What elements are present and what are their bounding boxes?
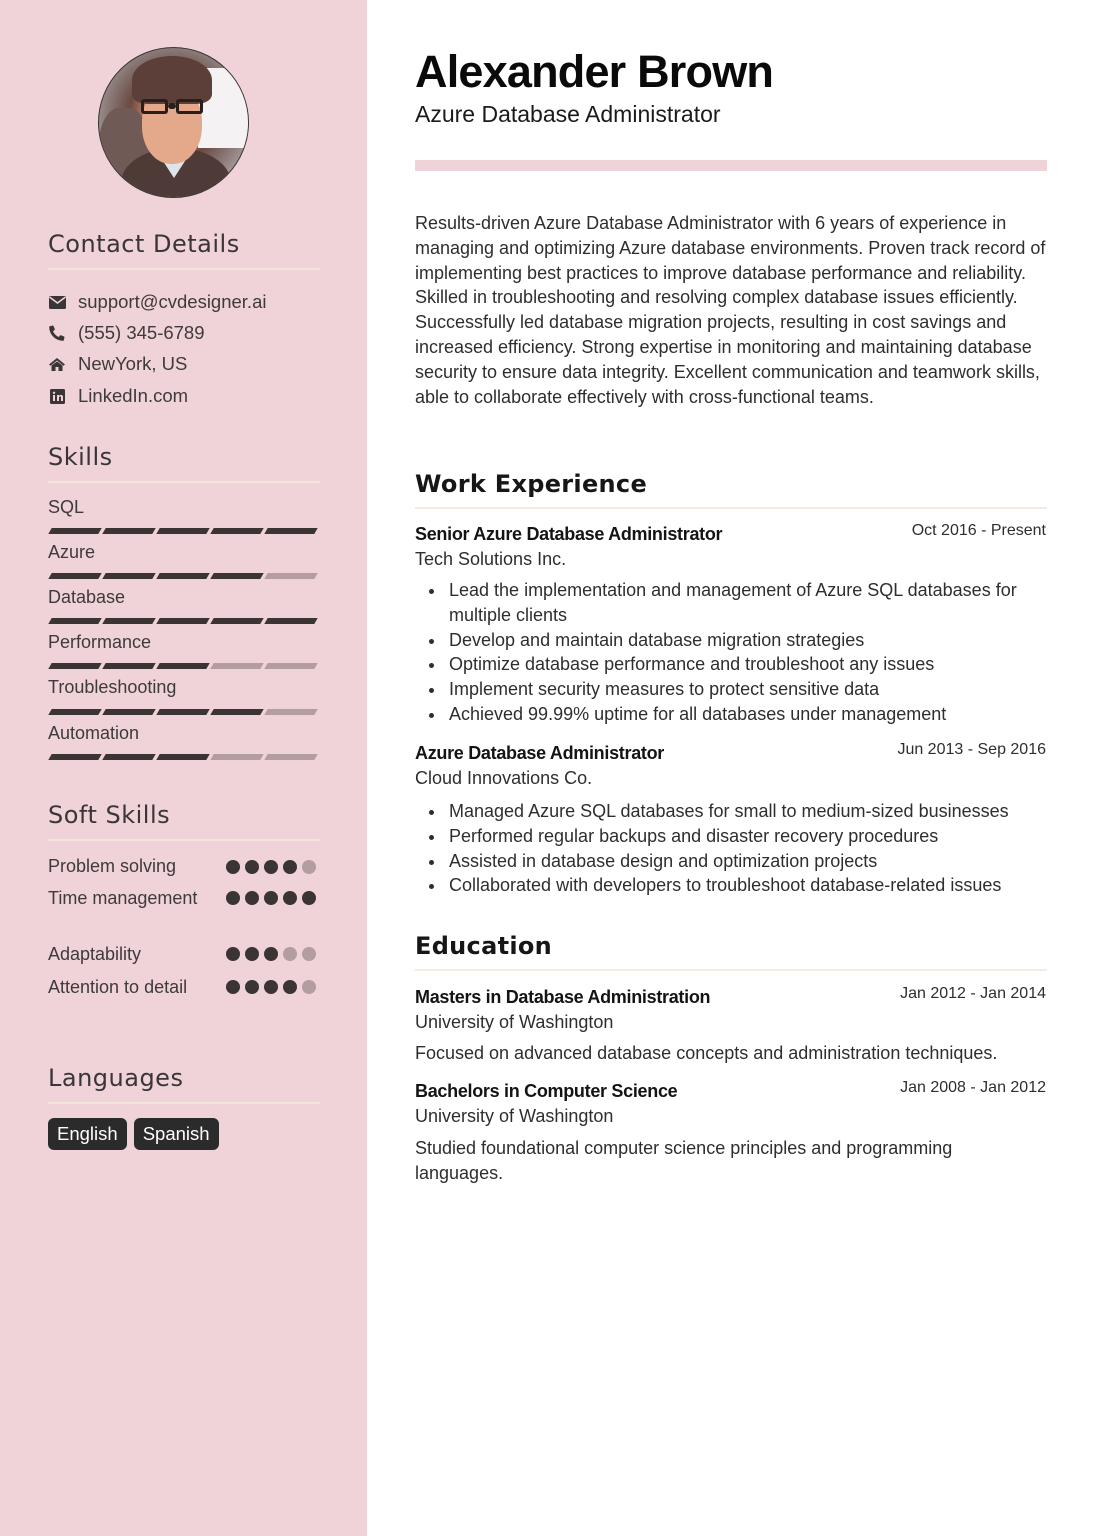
skill-segment-filled	[102, 528, 155, 534]
list-item: Lead the implementation and management of Azure SQL databases for multiple clients	[415, 578, 1051, 628]
skill-segment-filled	[102, 573, 155, 579]
job-title: Azure Database Administrator	[415, 101, 721, 127]
skill-segment-filled	[264, 528, 317, 534]
soft-skills-heading: Soft Skills	[48, 801, 171, 829]
rating-dot-filled	[245, 891, 259, 905]
list-item: Develop and maintain database migration strategies	[415, 628, 1051, 653]
rating-dot-filled	[226, 947, 240, 961]
divider	[48, 1102, 320, 1104]
contact-linkedin[interactable]	[48, 384, 188, 408]
main-content	[367, 0, 1095, 1536]
rating-dot-empty	[302, 980, 316, 994]
skill-segment-filled	[156, 754, 209, 760]
skill-bar	[50, 618, 316, 624]
skill-segment-filled	[48, 709, 101, 715]
education-school: University of Washington	[415, 1012, 614, 1032]
education-school: University of Washington	[415, 1106, 614, 1126]
rating-dot-empty	[302, 947, 316, 961]
contact-heading: Contact Details	[48, 230, 240, 258]
skill-bar	[50, 754, 316, 760]
contact-email[interactable]	[48, 290, 266, 314]
list-item: Achieved 99.99% uptime for all databases under management	[415, 702, 1051, 727]
skill-segment-filled	[48, 663, 101, 669]
rating-dot-filled	[245, 980, 259, 994]
skill-segment-filled	[156, 618, 209, 624]
rating-dot-filled	[264, 947, 278, 961]
skill-segment-filled	[264, 618, 317, 624]
candidate-name: Alexander Brown	[415, 46, 774, 97]
skill-segment-filled	[102, 663, 155, 669]
education-dates: Jan 2008 - Jan 2012	[900, 1079, 1046, 1096]
rating-dot-filled	[264, 891, 278, 905]
soft-skill-label: Adaptability	[48, 944, 142, 964]
rating-dot-empty	[302, 860, 316, 874]
skill-segment-filled	[102, 618, 155, 624]
skill-segment-empty	[210, 754, 263, 760]
skill-label: Performance	[48, 632, 152, 652]
skill-label: Azure	[48, 542, 96, 562]
language-pill-english: English	[48, 1118, 127, 1150]
summary: Results-driven Azure Database Administrator with 6 years of experience in managing and optimizing Azure database environments. Proven track record of implementing best practices to improve database performance and reliability. Skilled in troubleshooting and resolving complex database issues efficiently. Successfully led database migration projects, resulting in cost savings and increased efficiency. Strong expertise in monitoring and maintaining database security to ensure data integrity. Excellent communication and teamwork skills, able to collaborate effectively with cross-functional teams.	[415, 213, 1046, 407]
list-item: Performed regular backups and disaster recovery procedures	[415, 824, 1051, 849]
divider	[415, 507, 1047, 509]
soft-skill-dots	[226, 947, 316, 961]
job-entry-dates: Jun 2013 - Sep 2016	[897, 741, 1046, 758]
language-pill-spanish: Spanish	[134, 1118, 219, 1150]
linkedin-icon	[48, 387, 66, 405]
rating-dot-filled	[283, 891, 297, 905]
contact-linkedin-text: LinkedIn.com	[78, 385, 189, 406]
contact-location	[48, 352, 187, 376]
job-entry-company: Tech Solutions Inc.	[415, 549, 567, 569]
job-entry-bullets	[415, 799, 1051, 898]
rating-dot-filled	[283, 860, 297, 874]
contact-location-text: NewYork, US	[78, 353, 188, 374]
job-entry-bullets	[415, 578, 1051, 727]
accent-bar	[415, 160, 1047, 171]
skill-segment-filled	[210, 618, 263, 624]
avatar	[98, 47, 249, 198]
rating-dot-filled	[302, 891, 316, 905]
skill-segment-empty	[264, 709, 317, 715]
skill-segment-empty	[264, 754, 317, 760]
divider	[48, 481, 320, 483]
home-icon	[48, 355, 66, 373]
job-entry-dates: Oct 2016 - Present	[911, 522, 1046, 539]
skill-segment-filled	[156, 528, 209, 534]
divider	[48, 268, 320, 270]
job-entry-title: Senior Azure Database Administrator	[415, 524, 723, 544]
skill-segment-filled	[156, 709, 209, 715]
languages-heading: Languages	[48, 1064, 184, 1092]
skill-label: Troubleshooting	[48, 677, 177, 697]
divider	[415, 969, 1047, 971]
soft-skill-dots	[226, 860, 316, 874]
soft-skill-label: Problem solving	[48, 856, 177, 876]
rating-dot-filled	[264, 980, 278, 994]
soft-skill-dots	[226, 980, 316, 994]
list-item: Implement security measures to protect sensitive data	[415, 677, 1051, 702]
rating-dot-filled	[226, 860, 240, 874]
rating-dot-empty	[283, 947, 297, 961]
skill-bar	[50, 528, 316, 534]
skill-segment-filled	[48, 528, 101, 534]
skill-segment-filled	[48, 618, 101, 624]
rating-dot-filled	[264, 860, 278, 874]
envelope-icon	[48, 293, 66, 311]
skill-segment-empty	[210, 663, 263, 669]
skill-bar	[50, 709, 316, 715]
soft-skill-label: Time management	[48, 888, 198, 908]
list-item: Assisted in database design and optimization projects	[415, 849, 1051, 874]
list-item: Optimize database performance and troubleshoot any issues	[415, 652, 1051, 677]
list-item: Collaborated with developers to troubleshoot database-related issues	[415, 873, 1051, 898]
skill-label: SQL	[48, 497, 85, 517]
skill-segment-filled	[210, 573, 263, 579]
skill-segment-empty	[264, 573, 317, 579]
divider	[48, 839, 320, 841]
rating-dot-filled	[245, 947, 259, 961]
phone-icon	[48, 324, 66, 342]
skill-label: Database	[48, 587, 126, 607]
rating-dot-filled	[226, 891, 240, 905]
sidebar	[0, 0, 367, 1536]
education-dates: Jan 2012 - Jan 2014	[900, 985, 1046, 1002]
education-degree: Masters in Database Administration	[415, 987, 711, 1007]
education-heading: Education	[415, 932, 553, 960]
skill-bar	[50, 573, 316, 579]
skill-segment-filled	[156, 573, 209, 579]
contact-email-text: support@cvdesigner.ai	[78, 291, 267, 312]
skill-bar	[50, 663, 316, 669]
skill-segment-empty	[264, 663, 317, 669]
job-entry-company: Cloud Innovations Co.	[415, 768, 593, 788]
education-description: Studied foundational computer science principles and programming languages.	[415, 1138, 953, 1183]
skill-label: Automation	[48, 723, 140, 743]
soft-skill-dots	[226, 891, 316, 905]
languages-list	[48, 1118, 219, 1150]
list-item: Managed Azure SQL databases for small to medium-sized businesses	[415, 799, 1051, 824]
skill-segment-filled	[48, 754, 101, 760]
education-degree: Bachelors in Computer Science	[415, 1081, 678, 1101]
skills-heading: Skills	[48, 443, 113, 471]
contact-phone[interactable]	[48, 321, 205, 345]
job-entry-title: Azure Database Administrator	[415, 743, 664, 763]
skill-segment-filled	[102, 709, 155, 715]
skill-segment-filled	[210, 709, 263, 715]
rating-dot-filled	[283, 980, 297, 994]
rating-dot-filled	[245, 860, 259, 874]
skill-segment-filled	[102, 754, 155, 760]
skill-segment-filled	[48, 573, 101, 579]
contact-phone-text: (555) 345-6789	[78, 322, 205, 343]
education-description: Focused on advanced database concepts and administration techniques.	[415, 1043, 998, 1063]
soft-skill-label: Attention to detail	[48, 977, 188, 997]
skill-segment-filled	[156, 663, 209, 669]
skill-segment-filled	[210, 528, 263, 534]
work-experience-heading: Work Experience	[415, 470, 648, 498]
rating-dot-filled	[226, 980, 240, 994]
